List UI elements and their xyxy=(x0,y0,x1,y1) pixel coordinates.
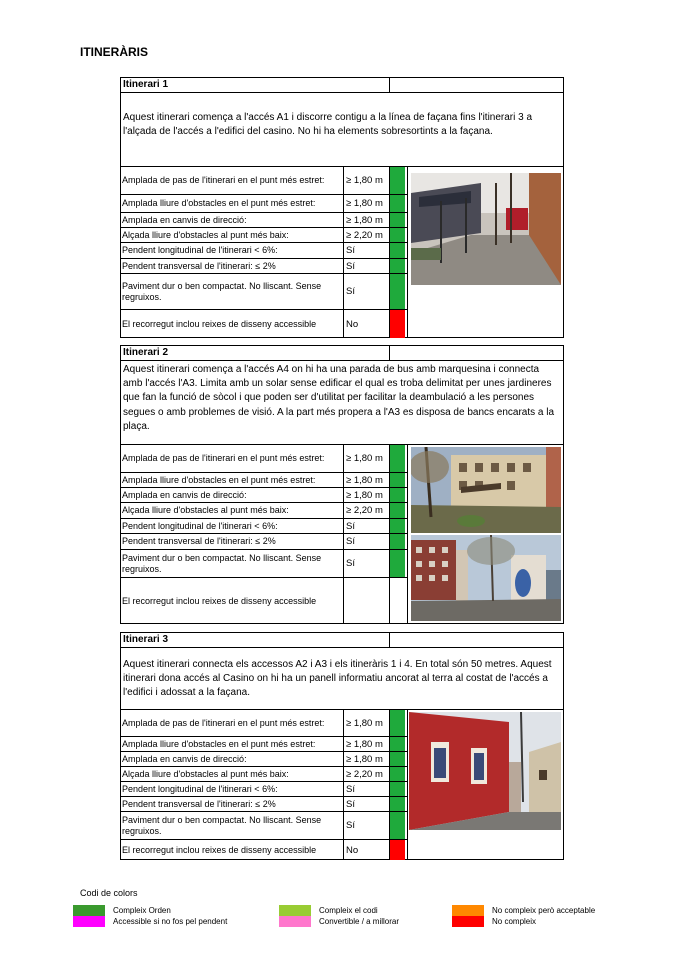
criteria-value: ≥ 2,20 m xyxy=(343,767,389,781)
legend-swatch xyxy=(73,905,105,916)
status-swatch xyxy=(389,310,405,338)
criteria-grid xyxy=(120,710,564,860)
criteria-value: ≥ 1,80 m xyxy=(343,737,389,751)
status-swatch xyxy=(389,782,405,796)
criteria-value: Sí xyxy=(343,519,389,533)
legend-label: Accessible si no fos pel pendent xyxy=(113,917,228,926)
criteria-label: Amplada en canvis de direcció: xyxy=(122,489,247,500)
status-swatch xyxy=(389,195,405,212)
criteria-value: Sí xyxy=(343,550,389,577)
criteria-row xyxy=(121,578,407,624)
criteria-row xyxy=(121,310,407,338)
criteria-label: Paviment dur o ben compactat. No lliscant. Sense regruixos. xyxy=(122,553,322,574)
criteria-value: ≥ 1,80 m xyxy=(343,710,389,736)
itinerari-title: Itinerari 1 xyxy=(123,79,169,90)
criteria-row xyxy=(121,213,407,228)
criteria-grid xyxy=(120,167,564,338)
criteria-label: Amplada lliure d'obstacles en el punt més estret: xyxy=(122,198,316,209)
criteria-label: Pendent transversal de l'itinerari: ≤ 2% xyxy=(122,536,276,547)
criteria-value: Sí xyxy=(343,534,389,549)
criteria-label: Alçada lliure d'obstacles al punt més baix: xyxy=(122,505,289,516)
criteria-value: Sí xyxy=(343,243,389,258)
site-photo xyxy=(411,173,561,285)
criteria-row xyxy=(121,228,407,243)
status-swatch xyxy=(389,767,405,781)
criteria-label: Alçada lliure d'obstacles al punt més baix: xyxy=(122,768,289,779)
criteria-label: Amplada de pas de l'itinerari en el punt més estret: xyxy=(122,175,325,186)
criteria-value: ≥ 1,80 m xyxy=(343,752,389,766)
legend-title: Codi de colors xyxy=(80,888,138,898)
site-photo xyxy=(409,712,561,830)
status-swatch xyxy=(389,710,405,736)
status-swatch xyxy=(389,243,405,258)
criteria-row xyxy=(121,274,407,310)
status-swatch xyxy=(389,578,405,624)
itinerari-3-section xyxy=(120,632,564,860)
legend-label: Compleix Orden xyxy=(113,906,171,915)
legend-swatch xyxy=(279,916,311,927)
criteria-label: El recorregut inclou reixes de disseny accessible xyxy=(122,595,317,606)
itinerari-description: Aquest itinerari comença a l'accés A1 i discorre contigu a la línea de façana fins l'itinerari 3 a l'alçada de l'accés a l'edifici del casino. No hi ha elements sobresortints a la façana. xyxy=(120,93,564,167)
criteria-label: Paviment dur o ben compactat. No lliscant. Sense regruixos. xyxy=(122,281,322,302)
criteria-value: ≥ 1,80 m xyxy=(343,167,389,194)
legend-swatch xyxy=(452,916,484,927)
status-swatch xyxy=(389,274,405,309)
criteria-row xyxy=(121,445,407,473)
criteria-label: Alçada lliure d'obstacles al punt més baix: xyxy=(122,229,289,240)
itinerari-title: Itinerari 3 xyxy=(123,634,169,645)
criteria-value: Sí xyxy=(343,259,389,273)
status-swatch xyxy=(389,167,405,194)
criteria-row xyxy=(121,488,407,503)
criteria-value: ≥ 1,80 m xyxy=(343,213,389,227)
criteria-row xyxy=(121,167,407,195)
criteria-value: ≥ 1,80 m xyxy=(343,195,389,212)
criteria-label: El recorregut inclou reixes de disseny accessible xyxy=(122,318,317,329)
legend-label: Compleix el codi xyxy=(319,906,378,915)
criteria-label: Amplada de pas de l'itinerari en el punt més estret: xyxy=(122,453,325,464)
criteria-label: Amplada lliure d'obstacles en el punt més estret: xyxy=(122,738,316,749)
criteria-row xyxy=(121,259,407,274)
criteria-row xyxy=(121,473,407,488)
criteria-row xyxy=(121,710,407,737)
criteria-row xyxy=(121,519,407,534)
legend-label: No compleix però acceptable xyxy=(492,906,596,915)
status-swatch xyxy=(389,213,405,227)
criteria-label: Pendent longitudinal de l'itinerari < 6%: xyxy=(122,245,278,256)
criteria-value: Sí xyxy=(343,797,389,811)
status-swatch xyxy=(389,473,405,487)
criteria-row xyxy=(121,767,407,782)
status-swatch xyxy=(389,488,405,502)
criteria-label: Pendent longitudinal de l'itinerari < 6%: xyxy=(122,520,278,531)
status-swatch xyxy=(389,840,405,860)
criteria-row xyxy=(121,534,407,550)
itinerari-1-section xyxy=(120,77,564,338)
criteria-row xyxy=(121,503,407,519)
legend-swatch xyxy=(73,916,105,927)
status-swatch xyxy=(389,737,405,751)
status-swatch xyxy=(389,812,405,839)
criteria-row xyxy=(121,840,407,860)
criteria-row xyxy=(121,550,407,578)
legend-swatch xyxy=(452,905,484,916)
criteria-row xyxy=(121,195,407,213)
itinerari-2-section xyxy=(120,345,564,624)
status-swatch xyxy=(389,519,405,533)
criteria-row xyxy=(121,243,407,259)
site-photo xyxy=(411,447,561,533)
status-swatch xyxy=(389,534,405,549)
criteria-value: ≥ 1,80 m xyxy=(343,473,389,487)
criteria-value: ≥ 2,20 m xyxy=(343,503,389,518)
status-swatch xyxy=(389,550,405,577)
status-swatch xyxy=(389,445,405,472)
status-swatch xyxy=(389,797,405,811)
site-photo xyxy=(411,535,561,621)
itinerari-header xyxy=(120,345,564,361)
criteria-value xyxy=(343,578,389,624)
criteria-value: No xyxy=(343,840,389,860)
criteria-value: Sí xyxy=(343,782,389,796)
legend-label: No compleix xyxy=(492,917,537,926)
criteria-value: No xyxy=(343,310,389,338)
status-swatch xyxy=(389,228,405,242)
criteria-label: Amplada de pas de l'itinerari en el punt més estret: xyxy=(122,717,325,728)
criteria-row xyxy=(121,812,407,840)
criteria-row xyxy=(121,752,407,767)
criteria-label: Pendent transversal de l'itinerari: ≤ 2% xyxy=(122,260,276,271)
page-title: ITINERÀRIS xyxy=(80,45,149,59)
criteria-value: Sí xyxy=(343,812,389,839)
itinerari-header xyxy=(120,632,564,648)
criteria-label: Amplada lliure d'obstacles en el punt més estret: xyxy=(122,474,316,485)
itinerari-description: Aquest itinerari comença a l'accés A4 on hi ha una parada de bus amb marquesina i connecta amb l'accés l'A3. Limita amb un solar sense edificar el qual es troba delimitat per unes jardineres que fan la funció de sòcol i que poden ser d'utilitat per facilitar la deambulació a les persones segues o amb problemes de visió. A la part més propera a l'A3 es disposa de bancs encarats a la plaça. xyxy=(120,361,564,445)
criteria-row xyxy=(121,737,407,752)
criteria-label: Amplada en canvis de direcció: xyxy=(122,753,247,764)
legend-label: Convertible / a millorar xyxy=(319,917,400,926)
criteria-value: Sí xyxy=(343,274,389,309)
criteria-label: El recorregut inclou reixes de disseny accessible xyxy=(122,844,317,855)
status-swatch xyxy=(389,259,405,273)
criteria-value: ≥ 1,80 m xyxy=(343,488,389,502)
legend-swatch xyxy=(279,905,311,916)
status-swatch xyxy=(389,752,405,766)
itinerari-header xyxy=(120,77,564,93)
status-swatch xyxy=(389,503,405,518)
criteria-label: Pendent transversal de l'itinerari: ≤ 2% xyxy=(122,798,276,809)
criteria-label: Paviment dur o ben compactat. No lliscant. Sense regruixos. xyxy=(122,815,322,836)
criteria-label: Amplada en canvis de direcció: xyxy=(122,214,247,225)
criteria-value: ≥ 2,20 m xyxy=(343,228,389,242)
criteria-label: Pendent longitudinal de l'itinerari < 6%: xyxy=(122,783,278,794)
criteria-grid xyxy=(120,445,564,624)
criteria-value: ≥ 1,80 m xyxy=(343,445,389,472)
itinerari-description: Aquest itinerari connecta els accessos A2 i A3 i els itineràris 1 i 4. En total són 50 metres. Aquest itinerari dona accés al Casino on hi ha un panell informatiu ancorat al terra al costat de l'accés a l'edifici i adossat a la façana. xyxy=(120,648,564,710)
criteria-row xyxy=(121,782,407,797)
criteria-row xyxy=(121,797,407,812)
itinerari-title: Itinerari 2 xyxy=(123,347,169,358)
